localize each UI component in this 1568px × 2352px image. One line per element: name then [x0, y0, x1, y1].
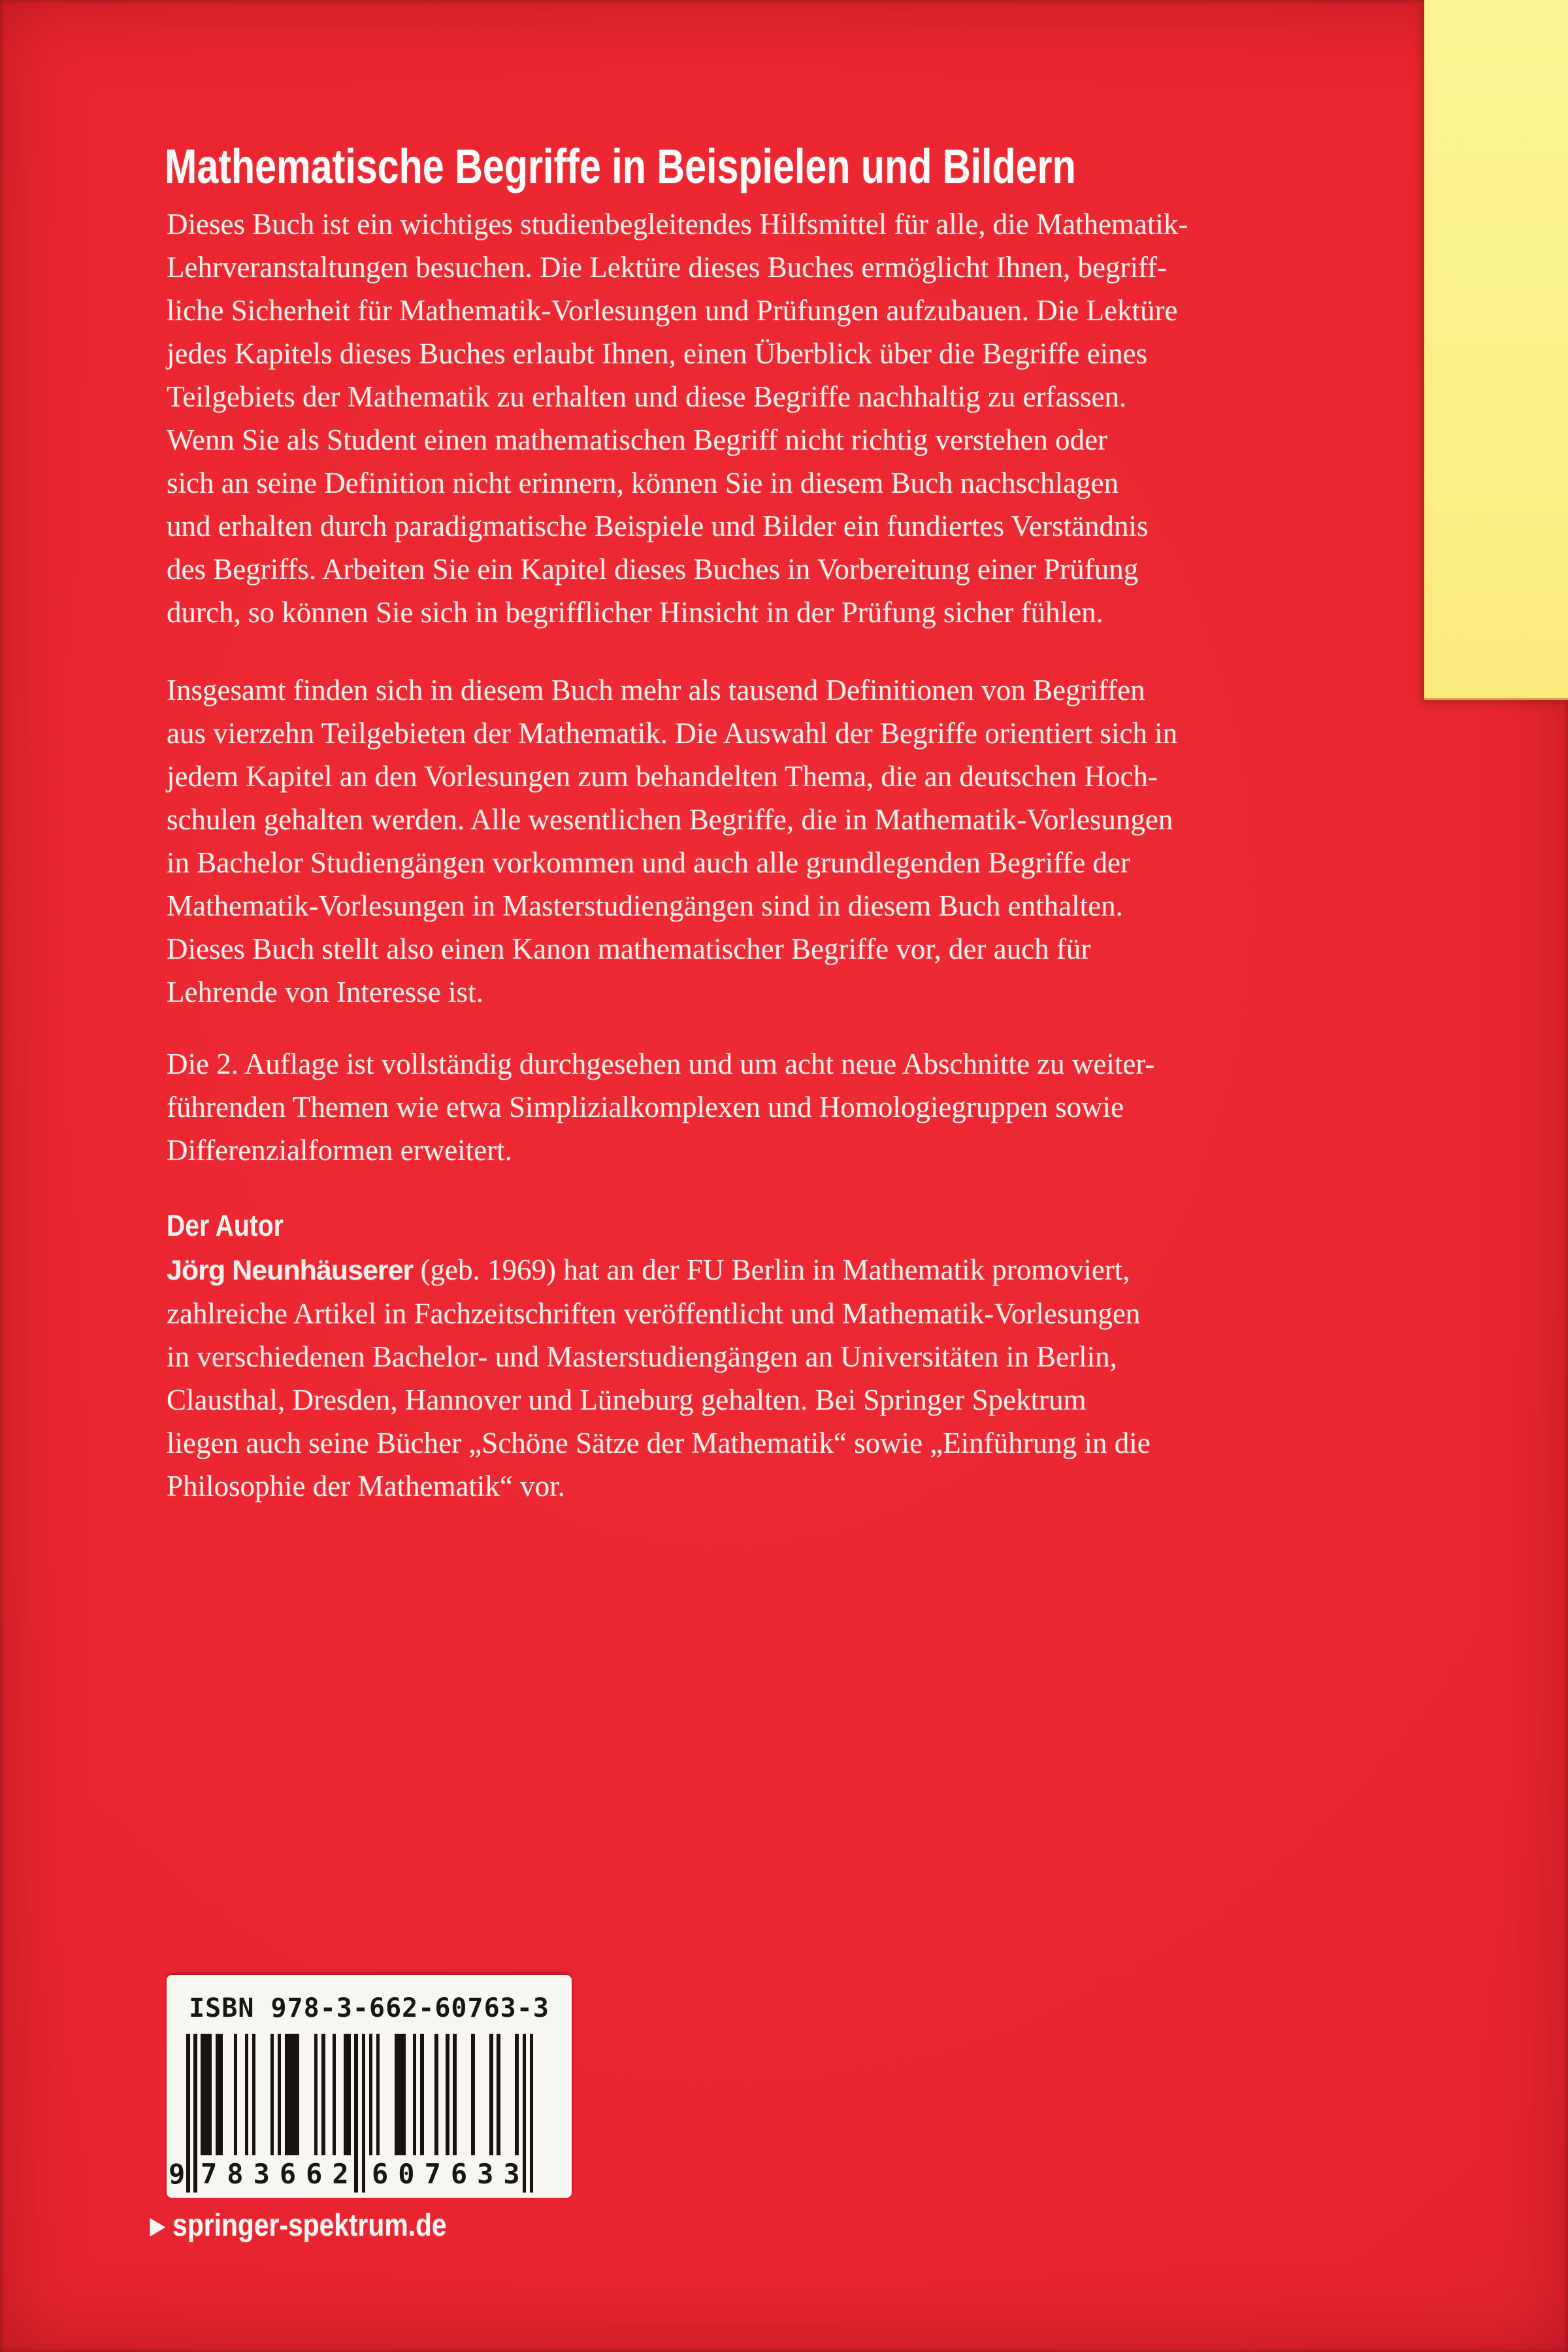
text-line: Lehrende von Interesse ist.	[167, 976, 483, 1008]
barcode-digits-group2: 607633	[372, 2158, 530, 2190]
text-line: Mathematik-Vorlesungen in Masterstudiengängen sind in diesem Buch enthalten.	[167, 889, 1123, 922]
text-line: schulen gehalten werden. Alle wesentlichen Begriffe, die in Mathematik-Vorlesungen	[167, 803, 1173, 836]
text-line: Clausthal, Dresden, Hannover und Lüneburg gehalten. Bei Springer Spektrum	[167, 1383, 1086, 1416]
author-first-line	[167, 1248, 1151, 1292]
publisher-website: springer-spektrum.de	[172, 2208, 447, 2243]
blurb-paragraph-3	[167, 1042, 1154, 1172]
text-line: des Begriffs. Arbeiten Sie ein Kapitel dieses Buches in Vorbereitung einer Prüfung	[167, 553, 1139, 586]
text-line: in Bachelor Studiengängen vorkommen und auch alle grundlegenden Begriffe der	[167, 846, 1130, 879]
text-line: in verschiedenen Bachelor- und Masterstudiengängen an Universitäten in Berlin,	[167, 1340, 1117, 1373]
isbn-label: ISBN 978-3-662-60763-3	[189, 1993, 549, 2023]
text-line: jedes Kapitels dieses Buches erlaubt Ihnen, einen Überblick über die Begriffe eines	[167, 337, 1148, 370]
book-title: Mathematische Begriffe in Beispielen und Bildern	[165, 139, 1076, 193]
barcode-panel	[167, 1975, 572, 2198]
barcode-bar	[530, 2034, 534, 2193]
text-line: Dieses Buch stellt also einen Kanon mathematischer Begriffe vor, der auch für	[167, 933, 1091, 965]
text-line: Lehrveranstaltungen besuchen. Die Lektüre dieses Buches ermöglicht Ihnen, begriff-	[167, 251, 1168, 284]
yellow-bookmark-tab	[1424, 0, 1568, 700]
text-line: Teilgebiets der Mathematik zu erhalten und diese Begriffe nachhaltig zu erfassen.	[167, 380, 1127, 413]
text-line: führenden Themen wie etwa Simplizialkomplexen und Homologiegruppen sowie	[167, 1091, 1124, 1123]
text-line: Dieses Buch ist ein wichtiges studienbegleitendes Hilfsmittel für alle, die Mathematik-	[167, 208, 1188, 240]
barcode-digits-group1: 783662	[201, 2158, 359, 2190]
text-line: jedem Kapitel an den Vorlesungen zum behandelten Thema, die an deutschen Hoch-	[167, 760, 1158, 793]
author-paragraph	[167, 1248, 1151, 1508]
blurb-paragraph-1	[167, 203, 1188, 634]
barcode-digit-first: 9	[169, 2158, 186, 2190]
text-line: durch, so können Sie sich in begrifflicher Hinsicht in der Prüfung sicher fühlen.	[167, 596, 1103, 629]
text-line: sich an seine Definition nicht erinnern, können Sie in diesem Buch nachschlagen	[167, 467, 1119, 499]
author-heading: Der Autor	[167, 1208, 284, 1242]
ean13-barcode	[169, 2034, 534, 2193]
blurb-paragraph-2	[167, 669, 1177, 1014]
text-line: liegen auch seine Bücher „Schöne Sätze der Mathematik“ sowie „Einführung in die	[167, 1427, 1151, 1459]
text-line: Wenn Sie als Student einen mathematischen Begriff nicht richtig verstehen oder	[167, 423, 1108, 456]
text-line: und erhalten durch paradigmatische Beispiele und Bilder ein fundiertes Verständnis	[167, 510, 1149, 542]
author-first-line-rest: (geb. 1969) hat an der FU Berlin in Mathematik promoviert,	[413, 1253, 1130, 1286]
text-line: Die 2. Auflage ist vollständig durchgesehen und um acht neue Abschnitte zu weiter-	[167, 1048, 1155, 1080]
text-line: zahlreiche Artikel in Fachzeitschriften veröffentlicht und Mathematik-Vorlesungen	[167, 1297, 1141, 1330]
text-line: Insgesamt finden sich in diesem Buch mehr als tausend Definitionen von Begriffen	[167, 674, 1145, 706]
text-line: Philosophie der Mathematik“ vor.	[167, 1470, 565, 1502]
text-line: aus vierzehn Teilgebieten der Mathematik. Die Auswahl der Begriffe orientiert sich in	[167, 717, 1178, 750]
author-remaining-lines	[167, 1292, 1151, 1508]
author-name: Jörg Neunhäuserer	[167, 1255, 414, 1286]
text-line: liche Sicherheit für Mathematik-Vorlesungen und Prüfungen aufzubauen. Die Lektüre	[167, 294, 1178, 327]
text-line: Differenzialformen erweitert.	[167, 1134, 512, 1167]
publisher-website-line	[150, 2208, 447, 2244]
arrow-right-icon: ▶	[150, 2213, 165, 2238]
